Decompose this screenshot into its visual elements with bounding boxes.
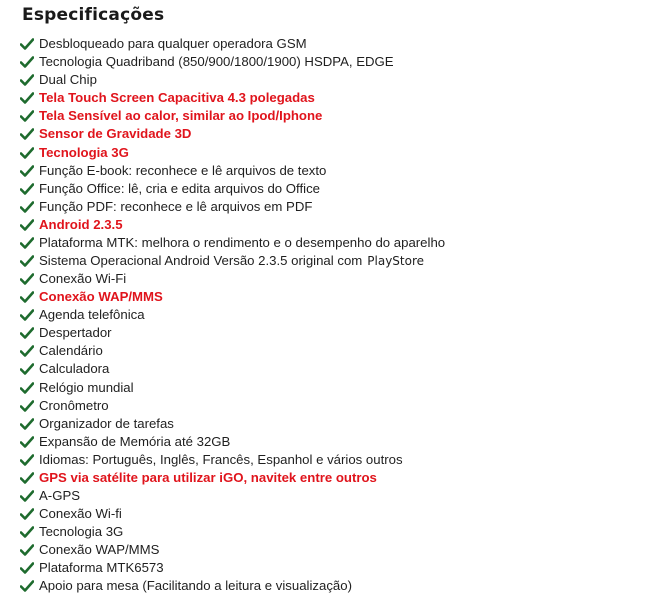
checkmark-icon xyxy=(20,580,34,592)
spec-text: Desbloqueado para qualquer operadora GSM xyxy=(39,36,307,52)
checkmark-icon xyxy=(20,183,34,195)
spec-item-8 xyxy=(20,162,445,180)
spec-text: Tela Sensível ao calor, similar ao Ipod/Iphone xyxy=(39,108,323,124)
checkmark-icon xyxy=(20,74,34,86)
spec-text: A-GPS xyxy=(39,487,81,503)
spec-text: Android 2.3.5 xyxy=(39,216,123,232)
spec-text: Função PDF: reconhece e lê arquivos em PDF xyxy=(39,198,313,214)
spec-text: Cronômetro xyxy=(39,397,109,413)
spec-item-24 xyxy=(20,451,445,469)
spec-item-10 xyxy=(20,198,445,216)
checkmark-icon xyxy=(20,400,34,412)
checkmark-icon xyxy=(20,382,34,394)
spec-item-28 xyxy=(20,523,445,541)
spec-text: Sistema Operacional Android Versão 2.3.5 original com xyxy=(39,252,363,268)
spec-list xyxy=(20,35,445,595)
spec-text: Despertador xyxy=(39,325,112,341)
spec-text: Sensor de Gravidade 3D xyxy=(39,126,192,142)
spec-item-26 xyxy=(20,487,445,505)
spec-item-2 xyxy=(20,53,445,71)
checkmark-icon xyxy=(20,38,34,50)
checkmark-icon xyxy=(20,544,34,556)
checkmark-icon xyxy=(20,490,34,502)
spec-item-1 xyxy=(20,35,445,53)
checkmark-icon xyxy=(20,436,34,448)
spec-text: Conexão WAP/MMS xyxy=(39,289,163,305)
checkmark-icon xyxy=(20,562,34,574)
spec-text: Dual Chip xyxy=(39,72,97,88)
checkmark-icon xyxy=(20,454,34,466)
spec-text: Tecnologia 3G xyxy=(39,524,124,540)
page-title: Especificações xyxy=(22,5,165,25)
checkmark-icon xyxy=(20,472,34,484)
spec-item-23 xyxy=(20,433,445,451)
spec-text: GPS via satélite para utilizar iGO, navitek entre outros xyxy=(39,469,377,485)
checkmark-icon xyxy=(20,92,34,104)
checkmark-icon xyxy=(20,219,34,231)
spec-text: Agenda telefônica xyxy=(39,307,145,323)
spec-item-9 xyxy=(20,180,445,198)
spec-text: Tecnologia Quadriband (850/900/1800/1900) HSDPA, EDGE xyxy=(39,54,394,70)
spec-item-20 xyxy=(20,378,445,396)
spec-item-21 xyxy=(20,397,445,415)
checkmark-icon xyxy=(20,291,34,303)
checkmark-icon xyxy=(20,201,34,213)
spec-item-7 xyxy=(20,143,445,161)
checkmark-icon xyxy=(20,110,34,122)
checkmark-icon xyxy=(20,508,34,520)
spec-text: Tela Touch Screen Capacitiva 4.3 polegadas xyxy=(39,90,315,106)
spec-text: Conexão WAP/MMS xyxy=(39,542,160,558)
checkmark-icon xyxy=(20,273,34,285)
spec-item-3 xyxy=(20,71,445,89)
playstore-label: PlayStore xyxy=(367,253,425,268)
spec-text: Conexão Wi-fi xyxy=(39,506,122,522)
spec-item-19 xyxy=(20,360,445,378)
checkmark-icon xyxy=(20,128,34,140)
spec-item-11 xyxy=(20,216,445,234)
spec-text: Função Office: lê, cria e edita arquivos do Office xyxy=(39,180,320,196)
spec-item-31 xyxy=(20,577,445,595)
spec-item-18 xyxy=(20,342,445,360)
checkmark-icon xyxy=(20,345,34,357)
checkmark-icon xyxy=(20,363,34,375)
spec-item-13 xyxy=(20,252,445,270)
spec-item-30 xyxy=(20,559,445,577)
spec-text: Calendário xyxy=(39,343,103,359)
spec-item-16 xyxy=(20,306,445,324)
checkmark-icon xyxy=(20,237,34,249)
spec-item-5 xyxy=(20,107,445,125)
spec-text: Expansão de Memória até 32GB xyxy=(39,433,231,449)
spec-text: Plataforma MTK6573 xyxy=(39,560,164,576)
spec-item-6 xyxy=(20,125,445,143)
checkmark-icon xyxy=(20,526,34,538)
spec-item-29 xyxy=(20,541,445,559)
spec-item-15 xyxy=(20,288,445,306)
spec-text: Calculadora xyxy=(39,361,110,377)
checkmark-icon xyxy=(20,327,34,339)
spec-item-14 xyxy=(20,270,445,288)
checkmark-icon xyxy=(20,255,34,267)
spec-text: Apoio para mesa (Facilitando a leitura e visualização) xyxy=(39,578,352,594)
spec-item-27 xyxy=(20,505,445,523)
spec-text: Conexão Wi-Fi xyxy=(39,271,127,287)
spec-text: Relógio mundial xyxy=(39,379,134,395)
spec-text: Idiomas: Português, Inglês, Francês, Espanhol e vários outros xyxy=(39,451,403,467)
spec-item-4 xyxy=(20,89,445,107)
checkmark-icon xyxy=(20,56,34,68)
spec-text: Plataforma MTK: melhora o rendimento e o desempenho do aparelho xyxy=(39,234,446,250)
spec-text: Função E-book: reconhece e lê arquivos de texto xyxy=(39,162,327,178)
checkmark-icon xyxy=(20,309,34,321)
checkmark-icon xyxy=(20,147,34,159)
spec-item-22 xyxy=(20,415,445,433)
spec-item-25 xyxy=(20,469,445,487)
checkmark-icon xyxy=(20,165,34,177)
spec-text: Tecnologia 3G xyxy=(39,144,129,160)
spec-item-17 xyxy=(20,324,445,342)
spec-item-12 xyxy=(20,234,445,252)
spec-text: Organizador de tarefas xyxy=(39,415,174,431)
checkmark-icon xyxy=(20,418,34,430)
